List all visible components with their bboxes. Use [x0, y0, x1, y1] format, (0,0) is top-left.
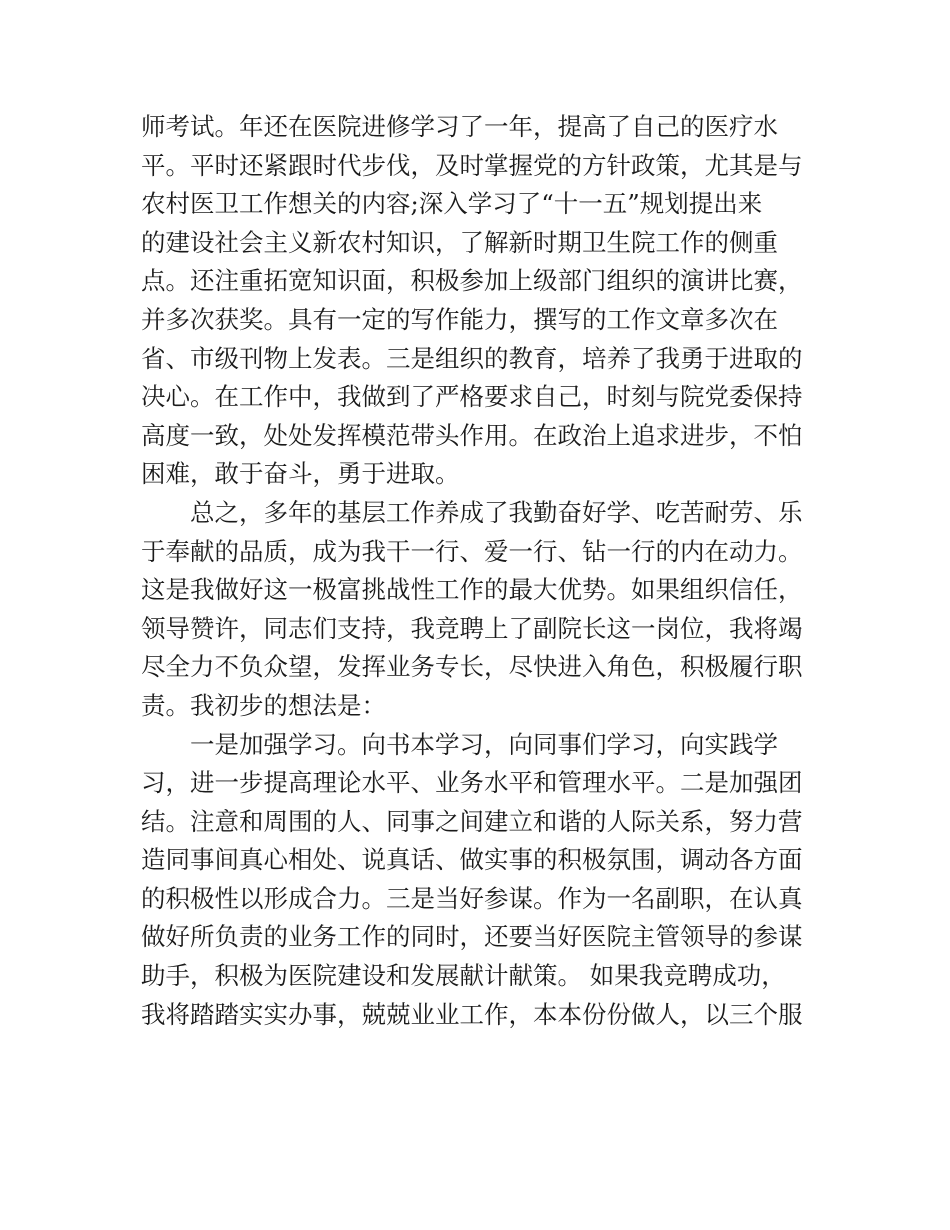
text-line: 责。我初步的想法是： — [141, 690, 386, 720]
text-line: 这是我做好这一极富挑战性工作的最大优势。如果组织信任， — [141, 575, 803, 605]
text-line: 我将踏踏实实办事，兢兢业业工作，本本份份做人，以三个服 — [141, 999, 803, 1029]
text-line: 一是加强学习。向书本学习，向同事们学习，向实践学 — [190, 729, 778, 759]
text-line: 困难，敢于奋斗，勇于进取。 — [141, 459, 460, 489]
body-text — [141, 108, 821, 1034]
text-line: 省、市级刊物上发表。三是组织的教育，培养了我勇于进取的 — [141, 343, 803, 373]
text-line: 师考试。年还在医院进修学习了一年，提高了自己的医疗水 — [141, 112, 778, 141]
text-line: 领导赞许，同志们支持，我竞聘上了副院长这一岗位，我将竭 — [141, 613, 803, 643]
text-line: 平。平时还紧跟时代步伐，及时掌握党的方针政策，尤其是与 — [141, 150, 803, 180]
text-line: 的积极性以形成合力。三是当好参谋。作为一名副职，在认真 — [141, 883, 803, 913]
text-line: 总之，多年的基层工作养成了我勤奋好学、吃苦耐劳、乐 — [190, 497, 803, 527]
text-line: 造同事间真心相处、说真话、做实事的积极氛围，调动各方面 — [141, 845, 803, 875]
text-line: 农村医卫工作想关的内容;深入学习了“十一五”规划提出来 — [141, 189, 763, 219]
text-line: 点。还注重拓宽知识面，积极参加上级部门组织的演讲比赛， — [141, 266, 803, 296]
text-line: 习，进一步提高理论水平、业务水平和管理水平。二是加强团 — [141, 768, 803, 798]
text-line: 并多次获奖。具有一定的写作能力，撰写的工作文章多次在 — [141, 304, 778, 334]
text-line: 高度一致，处处发挥模范带头作用。在政治上追求进步，不怕 — [141, 420, 803, 450]
text-line: 结。注意和周围的人、同事之间建立和谐的人际关系，努力营 — [141, 806, 803, 836]
text-line: 尽全力不负众望，发挥业务专长，尽快进入角色，积极履行职 — [141, 652, 803, 682]
text-line: 于奉献的品质，成为我干一行、爱一行、钻一行的内在动力。 — [141, 536, 803, 566]
text-line: 助手，积极为医院建设和发展献计献策。 如果我竞聘成功， — [141, 961, 786, 991]
text-line: 决心。在工作中，我做到了严格要求自己，时刻与院党委保持 — [141, 382, 803, 412]
text-line: 做好所负责的业务工作的同时，还要当好医院主管领导的参谋 — [141, 922, 803, 952]
text-line: 的建设社会主义新农村知识，了解新时期卫生院工作的侧重 — [141, 227, 778, 257]
